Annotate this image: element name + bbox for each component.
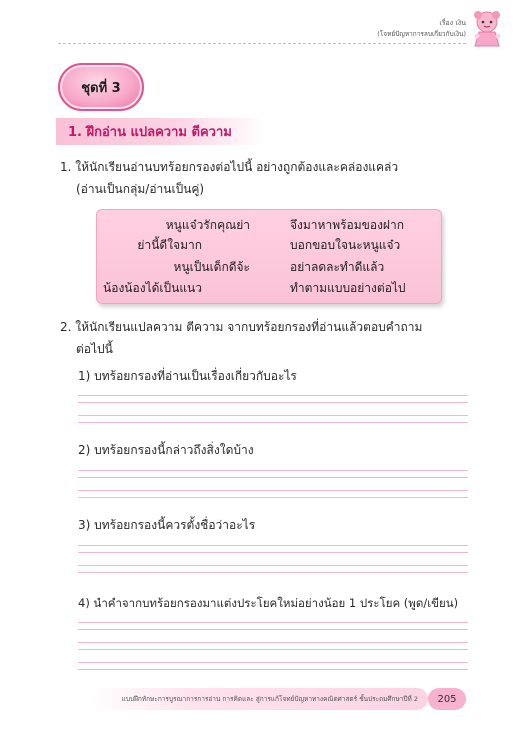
- poem-right-line-3: อย่าลดละทำดีแล้ว: [290, 260, 385, 274]
- header-divider: [58, 43, 466, 44]
- sub-question-2: 2) บทร้อยกรองนี้กล่าวถึงสิ่งใดบ้าง: [78, 443, 254, 457]
- header-topic: เรื่อง เงิน: [439, 19, 466, 27]
- poem-right-line-1: จึงมาหาพร้อมของฝาก: [290, 218, 404, 232]
- answer-line[interactable]: [78, 662, 468, 663]
- answer-line[interactable]: [78, 642, 468, 643]
- section-title-bar: [56, 118, 266, 145]
- page-number: 205: [428, 688, 466, 710]
- answer-line[interactable]: [78, 490, 468, 491]
- mascot-icon: [468, 8, 506, 50]
- answer-line[interactable]: [78, 669, 468, 670]
- sub-question-1: 1) บทร้อยกรองที่อ่านเป็นเรื่องเกี่ยวกับอะไร: [78, 369, 297, 383]
- question-2-line-1: 2. ให้นักเรียนแปลความ ตีความ จากบทร้อยกรองที่อ่านแล้วตอบคำถาม: [60, 320, 423, 334]
- answer-line[interactable]: [78, 470, 468, 471]
- poem-right-line-4: ทำตามแบบอย่างต่อไป: [290, 281, 406, 295]
- header-subtitle: (โจทย์ปัญหาการลบเกี่ยวกับเงิน): [377, 30, 466, 38]
- answer-line[interactable]: [78, 545, 468, 546]
- poem-left-line-1: หนูแจ๋วรักคุณย่า: [165, 218, 250, 232]
- answer-line[interactable]: [78, 395, 468, 396]
- poem-left-line-4: น้องน้องได้เป็นแนว: [103, 281, 202, 295]
- answer-line[interactable]: [78, 497, 468, 498]
- set-badge: ชุดที่ 3: [58, 63, 144, 111]
- sub-question-4: 4) นำคำจากบทร้อยกรองมาแต่งประโยคใหม่อย่างน้อย 1 ประโยค (พูด/เขียน): [78, 596, 459, 610]
- answer-line[interactable]: [78, 622, 468, 623]
- question-1-line-1: 1. ให้นักเรียนอ่านบทร้อยกรองต่อไปนี้ อย่างถูกต้องและคล่องแคล่ว: [60, 160, 399, 174]
- answer-line[interactable]: [78, 477, 468, 478]
- poem-left-line-2: ย่านี้ดีใจมาก: [137, 238, 202, 252]
- poem-right-line-2: บอกขอบใจนะหนูแจ๋ว: [290, 238, 401, 252]
- answer-line[interactable]: [78, 649, 468, 650]
- answer-line[interactable]: [78, 415, 468, 416]
- footer-bar: [90, 688, 428, 710]
- poem-left-line-3: หนูเป็นเด็กดีจ้ะ: [173, 260, 250, 274]
- footer-text: แบบฝึกทักษะการบูรณาการการอ่าน การคิดและ สู่การแก้โจทย์ปัญหาทางคณิตศาสตร์ ชั้นประถมศึกษาปีที่ 2: [121, 695, 418, 703]
- answer-line[interactable]: [78, 402, 468, 403]
- answer-line[interactable]: [78, 552, 468, 553]
- section-title: 1. ฝึกอ่าน แปลความ ตีความ: [68, 125, 232, 140]
- sub-question-3: 3) บทร้อยกรองนี้ควรตั้งชื่อว่าอะไร: [78, 518, 256, 532]
- question-2-line-2: ต่อไปนี้: [76, 342, 113, 356]
- answer-line[interactable]: [78, 629, 468, 630]
- answer-line[interactable]: [78, 572, 468, 573]
- answer-line[interactable]: [78, 422, 468, 423]
- question-1-line-2: (อ่านเป็นกลุ่ม/อ่านเป็นคู่): [76, 182, 205, 196]
- answer-line[interactable]: [78, 565, 468, 566]
